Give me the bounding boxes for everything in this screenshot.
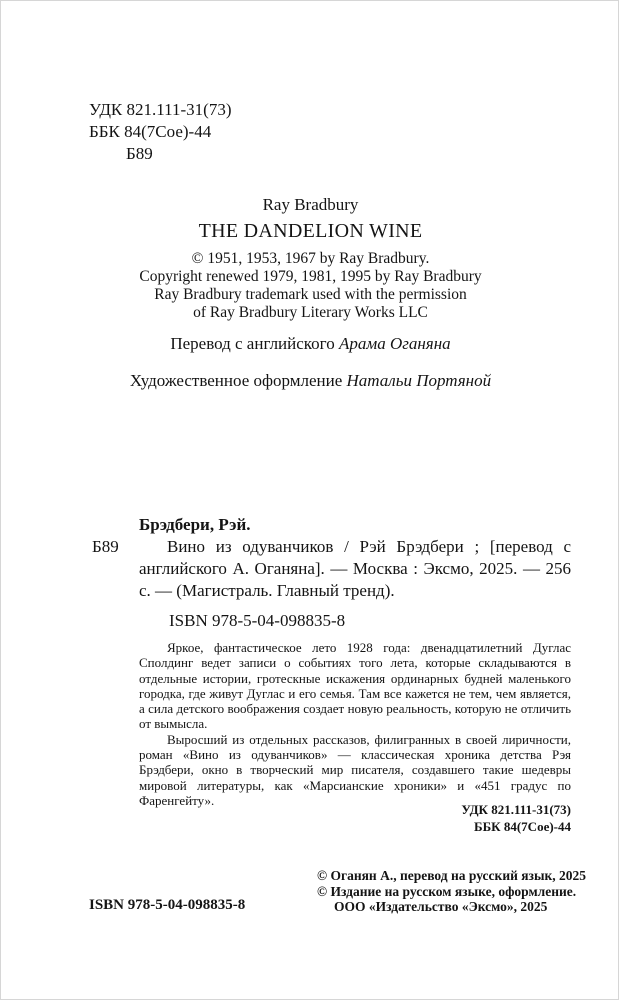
catalog-author-sign: Б89 <box>92 537 119 556</box>
bbk-code: ББК 84(7Сое)-44 <box>89 122 212 141</box>
design-credit-prefix: Художественное оформление <box>129 371 343 390</box>
original-title-block <box>1 193 619 322</box>
footer-copyright-line: © Оганян А., перевод на русский язык, 2025 <box>317 868 587 883</box>
copyright-line: © 1951, 1953, 1967 by Ray Bradbury. <box>191 250 430 267</box>
top-bibliographic-codes <box>89 99 231 165</box>
annotation-paragraph-2: Выросший из отдельных рассказов, филигранных в своей лиричности, роман «Вино из одуванчиков» — классическая хроника детства Рэя Брэдбери, окно в творческий мир писателя, создавшего такие шедевры мировой литературы, как «Марсианские хроники» и «451 градус по Фаренгейту». <box>139 731 571 808</box>
footer-copyright-line: ООО «Издательство «Эксмо», 2025 <box>334 899 548 915</box>
footer-copyright-block <box>317 868 586 915</box>
translation-credit-prefix: Перевод с английского <box>170 334 335 353</box>
translator-name: Арама Оганяна <box>338 334 451 353</box>
catalog-isbn: ISBN 978-5-04-098835-8 <box>169 611 346 630</box>
copyright-line: of Ray Bradbury Literary Works LLC <box>193 304 428 321</box>
designer-name: Натальи Портяной <box>346 371 492 390</box>
footer-copyright-line: © Издание на русском языке, оформление. <box>317 883 577 899</box>
catalog-author: Брэдбери, Рэй. <box>139 515 251 534</box>
design-credit <box>1 370 619 392</box>
footer-isbn: ISBN 978-5-04-098835-8 <box>89 897 246 913</box>
author-sign-code: Б89 <box>126 144 153 163</box>
catalog-card <box>92 514 571 602</box>
udk-code: УДК 821.111-31(73) <box>89 100 232 119</box>
udk-code-right: УДК 821.111-31(73) <box>461 802 571 817</box>
catalog-entry-wrap <box>92 536 571 602</box>
copyright-line: Ray Bradbury trademark used with the permission <box>154 286 467 303</box>
catalog-entry-text: Вино из одуванчиков / Рэй Брэдбери ; [перевод с английского А. Оганяна]. — Москва : Эксмо, 2025. — 256 с. — (Магистраль. Главный тренд). <box>139 537 571 600</box>
annotation-paragraph-1: Яркое, фантастическое лето 1928 года: двенадцатилетний Дуглас Сполдинг ведет записи о событиях того лета, которые складываются в отдельные истории, гротескные искажения ординарных будней маленького городка, где живут Дуглас и его семья. Там все кажется не тем, чем является, а сила детского воображения создает новую реальность, которую не отличить от вымысла. <box>139 640 571 732</box>
original-title: THE DANDELION WINE <box>198 220 423 242</box>
bbk-code-right: ББК 84(7Сое)-44 <box>473 819 571 834</box>
right-bibliographic-codes <box>139 801 571 835</box>
copyright-line: Copyright renewed 1979, 1981, 1995 by Ray Bradbury <box>139 268 482 285</box>
original-author: Ray Bradbury <box>262 195 359 214</box>
copyright-notice <box>1 250 619 322</box>
translation-credit <box>1 333 619 355</box>
annotation-block <box>139 640 571 808</box>
